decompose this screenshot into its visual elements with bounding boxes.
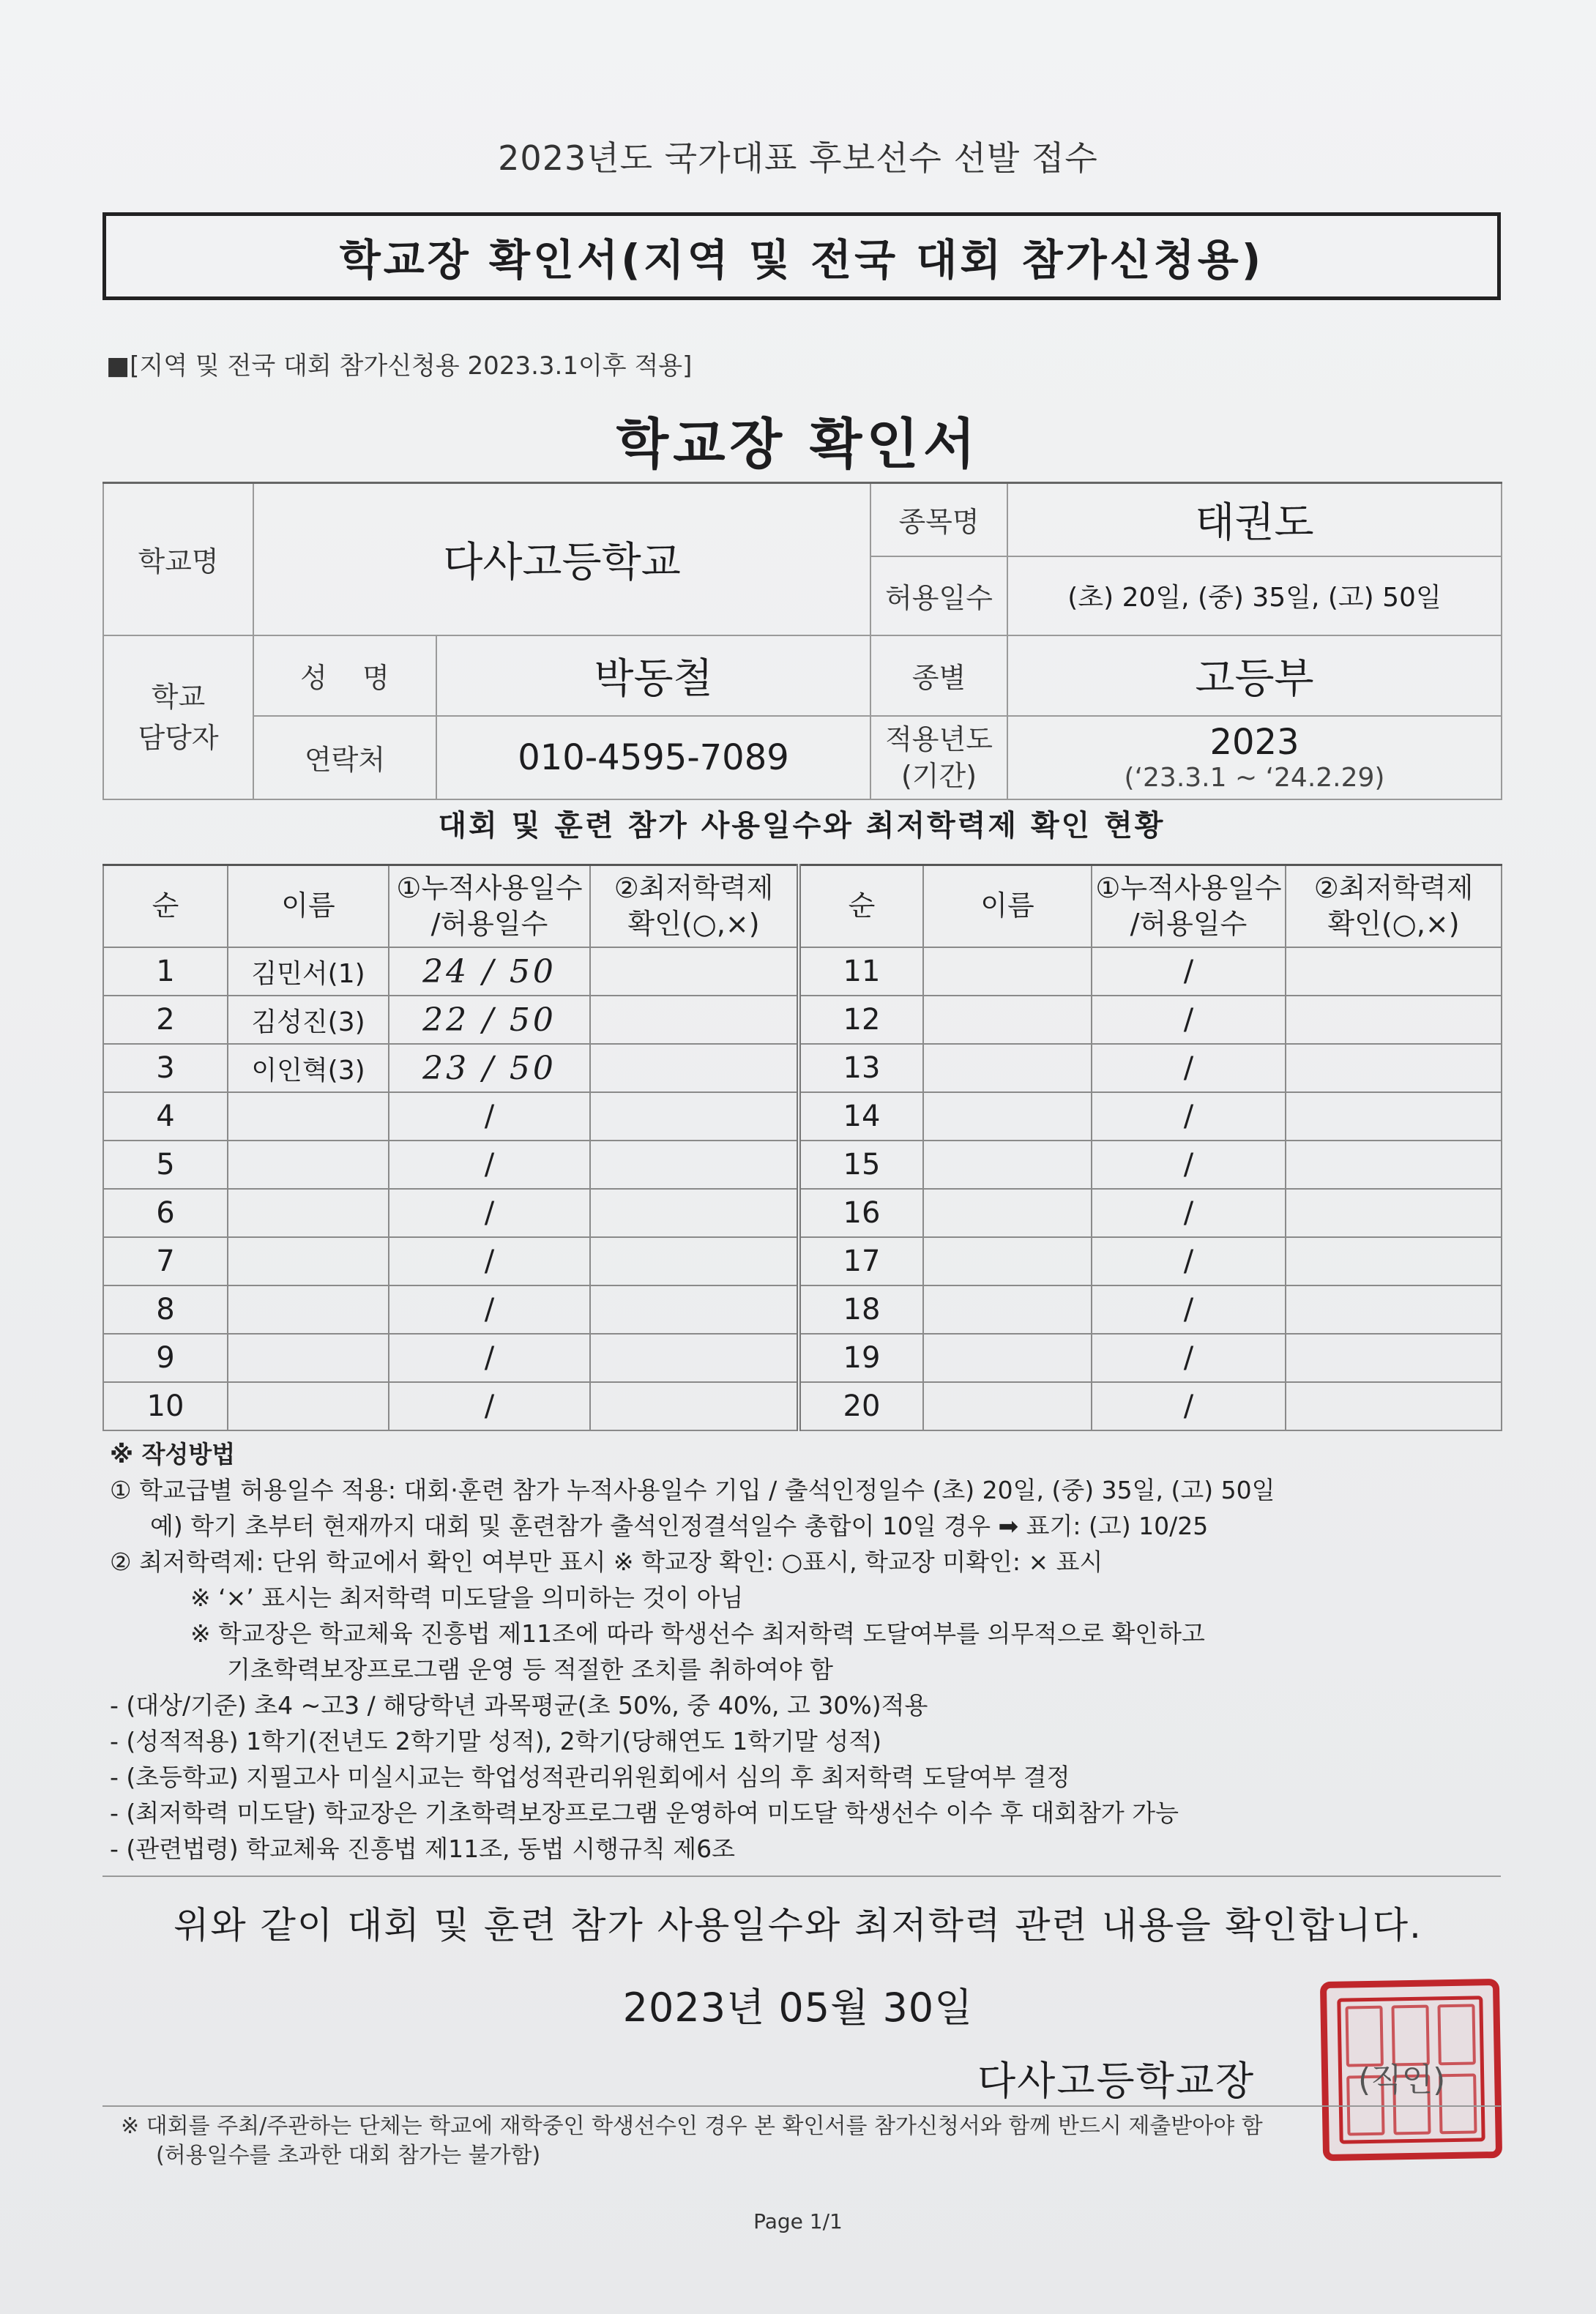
footer-line-1: ※ 대회를 주최/주관하는 단체는 학교에 재학중인 학생선수인 경우 본 확인서를 참가신청서와 함께 반드시 제출받아야 함 — [121, 2113, 1263, 2139]
cell-name — [228, 1382, 389, 1430]
cell-name — [228, 1237, 389, 1285]
cell-days: / — [1092, 1189, 1286, 1237]
table-row — [103, 1141, 1502, 1189]
cell-days: 23 / 50 — [389, 1044, 590, 1092]
school-name-label: 학교명 — [103, 483, 253, 635]
cell-no: 17 — [799, 1237, 923, 1285]
cell-name — [228, 1141, 389, 1189]
cell-name: 김민서(1) — [228, 947, 389, 996]
cell-no: 10 — [103, 1382, 228, 1430]
cell-no: 15 — [799, 1141, 923, 1189]
header-check-right: ②최저학력제 확인(○,×) — [1286, 865, 1502, 948]
principal-name: 다사고등학교장 — [977, 2058, 1256, 2104]
header-no-right: 순 — [799, 865, 923, 948]
cell-name — [228, 1334, 389, 1382]
cell-check — [590, 996, 799, 1044]
cell-days: / — [389, 1237, 590, 1285]
cell-check — [590, 1334, 799, 1382]
athlete-table — [102, 864, 1502, 1431]
school-info-table — [102, 482, 1502, 800]
notes-heading: ※ 작성방법 — [110, 1440, 236, 1468]
cell-no: 3 — [103, 1044, 228, 1092]
note-line: - (대상/기준) 초4 ~고3 / 해당학년 과목평균(초 50%, 중 40%, 고 30%)적용 — [110, 1691, 928, 1720]
cell-no: 20 — [799, 1382, 923, 1430]
cell-no: 9 — [103, 1334, 228, 1382]
cell-check — [590, 1382, 799, 1430]
issue-date: 2023년 05월 30일 — [622, 1985, 974, 2031]
cell-days: / — [1092, 1382, 1286, 1430]
cell-name — [923, 1334, 1092, 1382]
cell-check — [590, 1285, 799, 1334]
cell-name — [228, 1189, 389, 1237]
cell-days: / — [389, 1334, 590, 1382]
manager-name-label: 성 명 — [253, 635, 436, 716]
note-line: ※ ‘×’ 표시는 최저학력 미도달을 의미하는 것이 아님 — [190, 1583, 744, 1612]
table-row — [103, 947, 1502, 996]
division-label: 종별 — [870, 635, 1007, 716]
writing-instructions — [110, 1436, 1501, 1867]
contact-value: 010-4595-7089 — [436, 716, 870, 799]
year-period: (‘23.3.1 ~ ‘24.2.29) — [1124, 763, 1385, 793]
cell-name — [923, 1237, 1092, 1285]
note-line: ※ 학교장은 학교체육 진흥법 제11조에 따라 학생선수 최저학력 도달여부를 의무적으로 확인하고 — [190, 1619, 1205, 1648]
header-no: 순 — [103, 865, 228, 948]
contact-label: 연락처 — [253, 716, 436, 799]
cell-days: / — [389, 1382, 590, 1430]
cell-name — [923, 1141, 1092, 1189]
cell-name — [923, 1092, 1092, 1141]
footer-line-2: (허용일수를 초과한 대회 참가는 불가함) — [156, 2143, 541, 2168]
sport-label: 종목명 — [870, 483, 1007, 556]
cell-no: 19 — [799, 1334, 923, 1382]
division-value: 고등부 — [1007, 635, 1502, 716]
cell-check — [590, 1237, 799, 1285]
applicability-note: ■[지역 및 전국 대회 참가신청용 2023.3.1이후 적용] — [106, 351, 693, 381]
cell-no: 2 — [103, 996, 228, 1044]
divider — [102, 1876, 1501, 1877]
cell-no: 18 — [799, 1285, 923, 1334]
cell-no: 6 — [103, 1189, 228, 1237]
sport-value: 태권도 — [1007, 483, 1502, 556]
header-check: ②최저학력제 확인(○,×) — [590, 865, 799, 948]
cell-name — [923, 1044, 1092, 1092]
cell-days: / — [1092, 947, 1286, 996]
cell-name: 이인혁(3) — [228, 1044, 389, 1092]
cell-no: 11 — [799, 947, 923, 996]
cell-no: 14 — [799, 1092, 923, 1141]
cell-days: / — [1092, 1092, 1286, 1141]
allowed-days-value: (초) 20일, (중) 35일, (고) 50일 — [1007, 556, 1502, 635]
note-line: - (성적적용) 1학기(전년도 2학기말 성적), 2학기(당해연도 1학기말 성적) — [110, 1727, 882, 1755]
year-label: 적용년도 (기간) — [870, 716, 1007, 799]
cell-no: 1 — [103, 947, 228, 996]
cell-check — [1286, 1285, 1502, 1334]
table-row — [103, 1092, 1502, 1141]
cell-days: / — [1092, 1285, 1286, 1334]
cell-no: 12 — [799, 996, 923, 1044]
cell-days: / — [389, 1092, 590, 1141]
table-row — [103, 1044, 1502, 1092]
cell-check — [590, 1141, 799, 1189]
document-title: 학교장 확인서 — [616, 413, 980, 476]
cell-days: / — [1092, 1141, 1286, 1189]
cell-days: 24 / 50 — [389, 947, 590, 996]
cell-check — [1286, 1382, 1502, 1430]
cell-days: / — [1092, 996, 1286, 1044]
cell-no: 8 — [103, 1285, 228, 1334]
cell-check — [1286, 1237, 1502, 1285]
athlete-table-body — [103, 947, 1502, 1430]
cell-no: 5 — [103, 1141, 228, 1189]
cell-no: 13 — [799, 1044, 923, 1092]
section-title: 대회 및 훈련 참가 사용일수와 최저학력제 확인 현황 — [438, 809, 1166, 843]
note-line: - (최저학력 미도달) 학교장은 기초학력보장프로그램 운영하여 미도달 학생선수 이수 후 대회참가 가능 — [110, 1799, 1179, 1827]
cell-name — [923, 947, 1092, 996]
athlete-table-header — [103, 865, 1502, 948]
note-line: 기초학력보장프로그램 운영 등 적절한 조치를 취하여야 함 — [227, 1655, 834, 1684]
cell-name — [923, 1285, 1092, 1334]
table-row — [103, 1189, 1502, 1237]
cell-check — [590, 1092, 799, 1141]
header-days: ①누적사용일수 /허용일수 — [389, 865, 590, 948]
cell-check — [1286, 1044, 1502, 1092]
cell-check — [590, 1044, 799, 1092]
cell-days: / — [389, 1285, 590, 1334]
page-number: Page 1/1 — [753, 2209, 843, 2233]
cell-check — [1286, 1141, 1502, 1189]
note-line: ② 최저학력제: 단위 학교에서 확인 여부만 표시 ※ 학교장 확인: ○표시, 학교장 미확인: × 표시 — [110, 1548, 1103, 1576]
cell-days: / — [1092, 1237, 1286, 1285]
header-name-right: 이름 — [923, 865, 1092, 948]
cell-check — [1286, 1092, 1502, 1141]
confirmation-statement: 위와 같이 대회 및 훈련 참가 사용일수와 최저학력 관련 내용을 확인합니다. — [174, 1904, 1422, 1947]
cell-check — [1286, 947, 1502, 996]
cell-name — [923, 996, 1092, 1044]
cell-days: / — [389, 1141, 590, 1189]
school-name-value: 다사고등학교 — [253, 483, 870, 635]
cell-name: 김성진(3) — [228, 996, 389, 1044]
cell-days: 22 / 50 — [389, 996, 590, 1044]
allowed-days-label: 허용일수 — [870, 556, 1007, 635]
note-line: - (초등학교) 지필고사 미실시교는 학업성적관리위원회에서 심의 후 최저학력 도달여부 결정 — [110, 1763, 1070, 1791]
cell-name — [923, 1189, 1092, 1237]
cell-no: 16 — [799, 1189, 923, 1237]
pre-title: 2023년도 국가대표 후보선수 선발 접수 — [498, 138, 1098, 178]
cell-no: 4 — [103, 1092, 228, 1141]
table-row — [103, 1382, 1502, 1430]
header-days-right: ①누적사용일수 /허용일수 — [1092, 865, 1286, 948]
cell-check — [1286, 1334, 1502, 1382]
manager-label: 학교 담당자 — [103, 635, 253, 799]
manager-name-value: 박동철 — [436, 635, 870, 716]
cell-no: 7 — [103, 1237, 228, 1285]
header-name: 이름 — [228, 865, 389, 948]
cell-days: / — [1092, 1044, 1286, 1092]
table-row — [103, 1237, 1502, 1285]
cell-check — [590, 1189, 799, 1237]
note-line: - (관련법령) 학교체육 진흥법 제11조, 동법 시행규칙 제6조 — [110, 1835, 735, 1863]
note-line: ① 학교급별 허용일수 적용: 대회·훈련 참가 누적사용일수 기입 / 출석인정일수 (초) 20일, (중) 35일, (고) 50일 — [110, 1476, 1275, 1504]
cell-days: / — [1092, 1334, 1286, 1382]
divider — [102, 2105, 1501, 2107]
cell-name — [228, 1285, 389, 1334]
seal-mark: (직인) — [1358, 2061, 1446, 2099]
cell-name — [923, 1382, 1092, 1430]
year-value: 2023 — [1209, 722, 1299, 763]
cell-days: / — [389, 1189, 590, 1237]
table-row — [103, 1285, 1502, 1334]
note-line: 예) 학기 초부터 현재까지 대회 및 훈련참가 출석인정결석일수 총합이 10일 경우 ➡ 표기: (고) 10/25 — [150, 1512, 1209, 1540]
cell-check — [1286, 996, 1502, 1044]
footer-note — [121, 2112, 1497, 2171]
box-title: 학교장 확인서(지역 및 전국 대회 참가신청용) — [102, 212, 1501, 300]
cell-name — [228, 1092, 389, 1141]
year-cell — [1007, 716, 1502, 799]
cell-check — [1286, 1189, 1502, 1237]
table-row — [103, 996, 1502, 1044]
table-row — [103, 1334, 1502, 1382]
cell-check — [590, 947, 799, 996]
